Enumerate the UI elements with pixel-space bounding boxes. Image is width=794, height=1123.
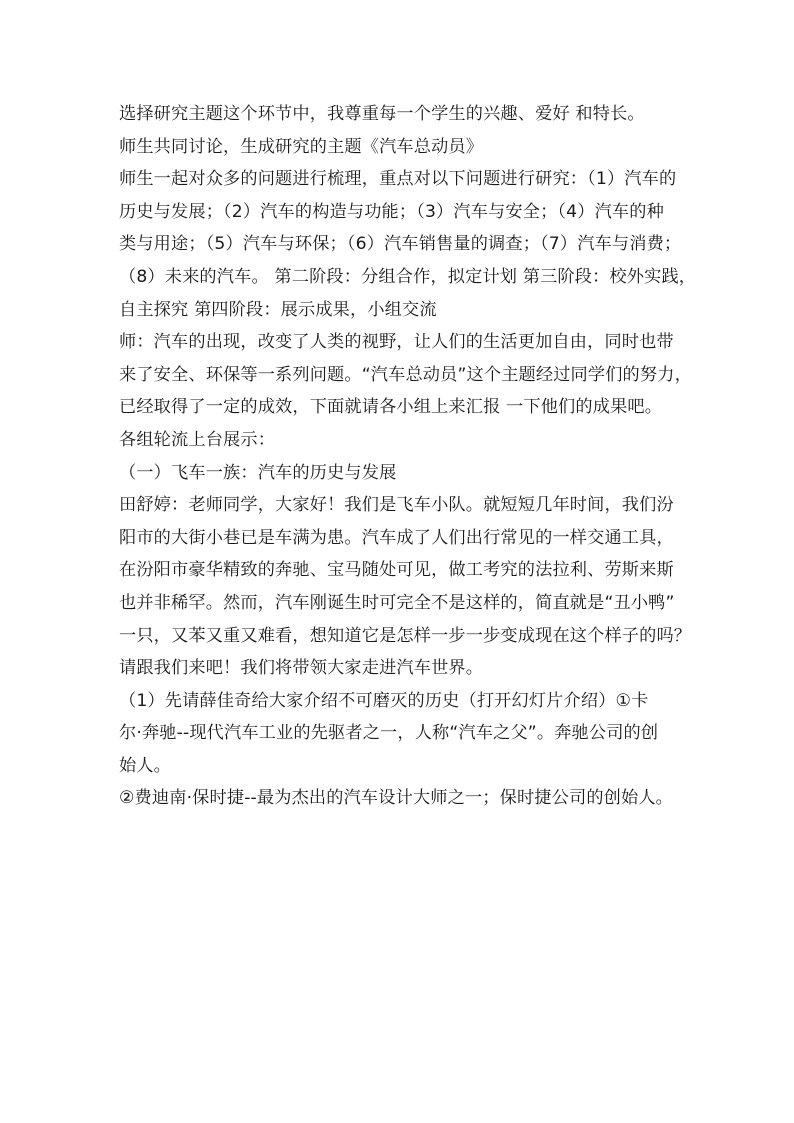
text-line: 类与用途；（5）汽车与环保；（6）汽车销售量的调查；（7）汽车与消费； [119,234,682,255]
text-line: 始人。 [119,755,172,776]
text-line: 也并非稀罕。然而，汽车刚诞生时可完全不是这样的，简直就是“丑小鸭” [119,592,675,613]
text-line: 选择研究主题这个环节中，我尊重每一个学生的兴趣、爱好 和特长。 [119,104,645,124]
text-line: 在汾阳市豪华精致的奔驰、宝马随处可见，做工考究的法拉利、劳斯来斯 [119,560,674,581]
text-line: 历史与发展；（2）汽车的构造与功能；（3）汽车与安全；（4）汽车的种 [119,201,664,222]
text-line: 一只，又苯又重又难看，想知道它是怎样一步一步变成现在这个样子的吗？ [119,625,692,646]
text-line: 田舒婷：老师同学，大家好！我们是飞车小队。就短短几年时间，我们汾 [119,495,674,516]
section-heading: （一）飞车一族：汽车的历史与发展 [119,462,397,483]
text-line: 师生一起对众多的问题进行梳理，重点对以下问题进行研究：（1）汽车的 [119,169,677,190]
text-line: 来了安全、环保等一系列问题。“汽车总动员”这个主题经过同学们的努力， [119,364,692,385]
text-line: 自主探究 第四阶段：展示成果，小组交流 [119,299,437,320]
text-line: （1）先请薛佳奇给大家介绍不可磨灭的历史（打开幻灯片介绍）①卡 [119,690,649,711]
text-line: 请跟我们来吧！我们将带领大家走进汽车世界。 [119,658,484,679]
document-body [119,98,707,815]
text-line: 阳市的大街小巷已是车满为患。汽车成了人们出行常见的一样交通工具， [119,527,674,548]
text-line: 师生共同讨论，生成研究的主题《汽车总动员》 [119,136,484,157]
text-line: 师：汽车的出现，改变了人类的视野，让人们的生活更加自由，同时也带 [119,332,674,353]
text-line: （8）未来的汽车。 第二阶段：分组合作，拟定计划 第三阶段：校外实践， [119,266,697,287]
text-line: ②费迪南·保时捷--最为杰出的汽车设计大师之一；保时捷公司的创始人。 [119,788,674,809]
text-line: 各组轮流上台展示： [119,429,276,450]
text-line: 已经取得了一定的成效，下面就请各小组上来汇报 一下他们的成果吧。 [119,397,663,418]
text-line: 尔·奔驰--现代汽车工业的先驱者之一，人称“汽车之父”。奔驰公司的创 [119,723,659,744]
